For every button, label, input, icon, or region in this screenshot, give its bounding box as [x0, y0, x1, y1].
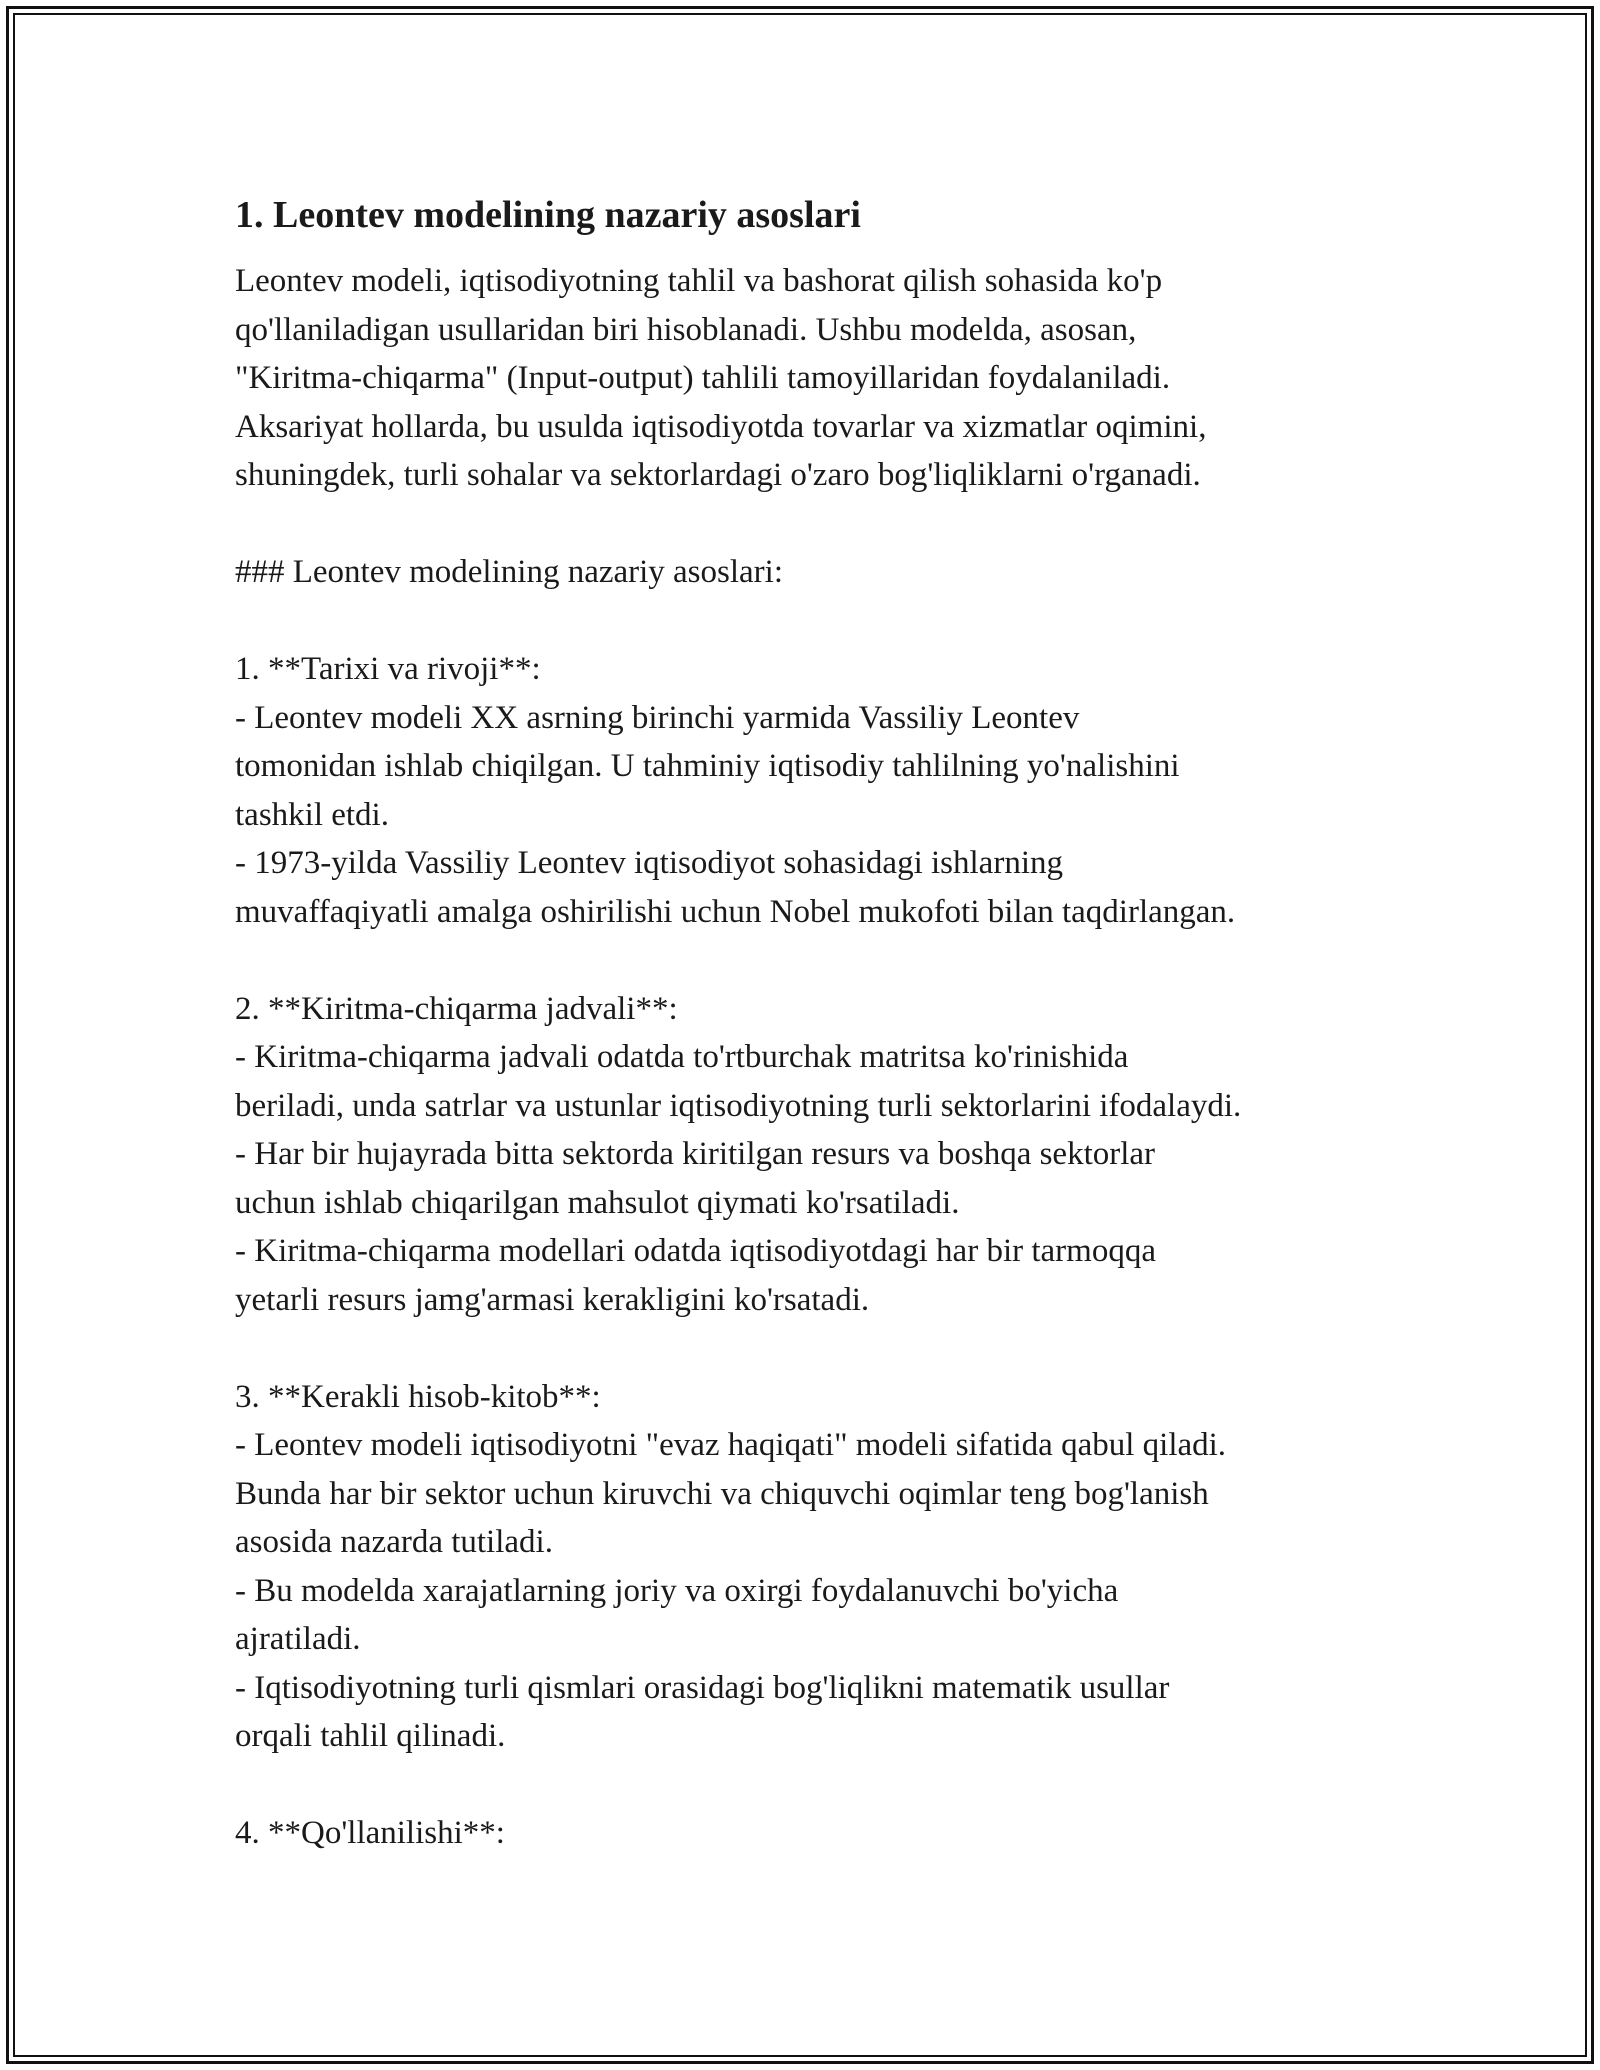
section-application: 4. **Qo'llanilishi**:	[235, 1815, 505, 1851]
section-subheading: ### Leontev modelining nazariy asoslari:	[235, 554, 784, 590]
spacer	[235, 597, 1415, 646]
spacer	[235, 500, 1415, 549]
section-history: 1. **Tarixi va rivoji**: - Leontev modeli XX asrning birinchi yarmida Vassiliy Leontev tomonidan ishlab chiqilgan. U tahminiy iqtisodiy tahlilning yo'nalishini tashkil etdi. - 1973-yilda Vassiliy Leontev iqtisodiyot sohasidagi ishlarning muvaffaqiyatli amalga oshirilishi uchun Nobel mukofoti bilan taqdirlangan.	[235, 651, 1236, 930]
spacer	[235, 936, 1415, 985]
document-title: 1. Leontev modelining nazariy asoslari	[235, 194, 861, 236]
document-page	[235, 185, 1415, 1858]
spacer	[235, 1761, 1415, 1810]
section-calculation: 3. **Kerakli hisob-kitob**: - Leontev modeli iqtisodiyotni "evaz haqiqati" modeli sifatida qabul qiladi. Bunda har bir sektor uchun kiruvchi va chiquvchi oqimlar teng bog'lanish asosida nazarda tutiladi. - Bu modelda xarajatlarning joriy va oxirgi foydalanuvchi bo'yicha ajratiladi. - Iqtisodiyotning turli qismlari orasidagi bog'liqlikni matematik usullar orqali tahlil qilinadi.	[235, 1378, 1227, 1754]
spacer	[235, 1324, 1415, 1373]
intro-paragraph: Leontev modeli, iqtisodiyotning tahlil va bashorat qilish sohasida ko'p qo'llaniladigan usullaridan biri hisoblanadi. Ushbu modelda, asosan, "Kiritma-chiqarma" (Input-output) tahlili tamoyillaridan foydalaniladi. Aksariyat hollarda, bu usulda iqtisodiyotda tovarlar va xizmatlar oqimini, shuningdek, turli sohalar va sektorlardagi o'zaro bog'liqliklarni o'rganadi.	[235, 263, 1207, 493]
section-input-output-table: 2. **Kiritma-chiqarma jadvali**: - Kiritma-chiqarma jadvali odatda to'rtburchak matritsa ko'rinishida beriladi, unda satrlar va ustunlar iqtisodiyotning turli sektorlarini ifodalaydi. - Har bir hujayrada bitta sektorda kiritilgan resurs va boshqa sektorlar uchun ishlab chiqarilgan mahsulot qiymati ko'rsatiladi. - Kiritma-chiqarma modellari odatda iqtisodiyotdagi har bir tarmoqqa yetarli resurs jamg'armasi kerakligini ko'rsatadi.	[235, 990, 1242, 1318]
